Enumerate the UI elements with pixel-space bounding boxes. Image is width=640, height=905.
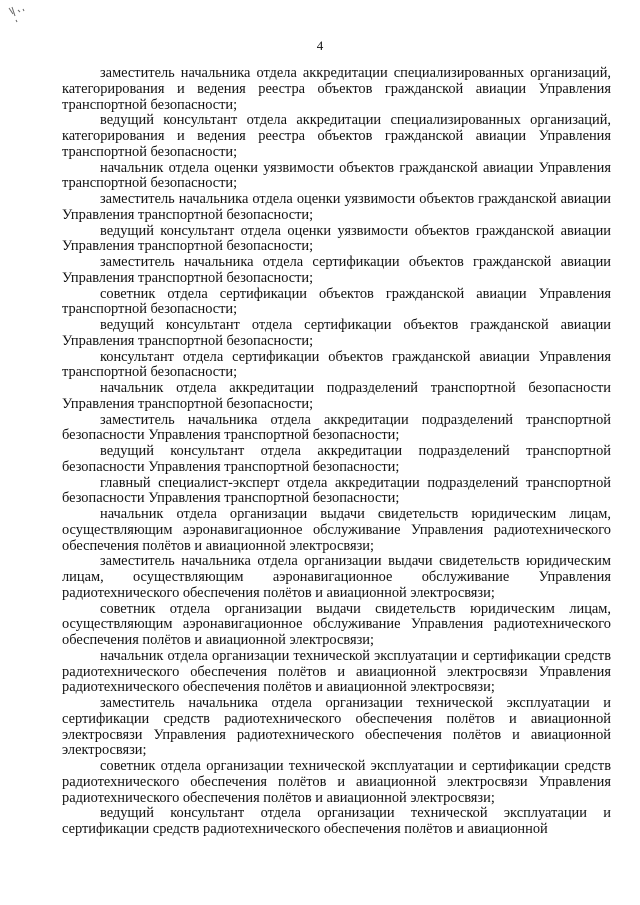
paragraph: ведущий консультант отдела оценки уязвимости объектов гражданской авиации Управления транспортной безопасности; <box>62 222 611 255</box>
scan-corner-mark <box>6 4 32 26</box>
paragraph: советник отдела организации выдачи свидетельств юридическим лицам, осуществляющим аэронавигационное обслуживание Управления радиотехнического обеспечения полётов и авиационной электросвязи; <box>62 600 611 648</box>
document-body <box>62 66 611 838</box>
paragraph: ведущий консультант отдела аккредитации специализированных организаций, категорирования и ведения реестра объектов гражданской авиации Управления транспортной безопасности; <box>62 112 611 160</box>
paragraph: советник отдела организации технической эксплуатации и сертификации средств радиотехнического обеспечения полётов и авиационной электросвязи Управления радиотехнического обеспечения полётов и авиационной электросвязи; <box>62 758 611 806</box>
paragraph: начальник отдела организации выдачи свидетельств юридическим лицам, осуществляющим аэронавигационное обслуживание Управления радиотехнического обеспечения полётов и авиационной электросвязи; <box>62 506 611 554</box>
paragraph: заместитель начальника отдела организации выдачи свидетельств юридическим лицам, осуществляющим аэронавигационное обслуживание Управления радиотехнического обеспечения полётов и авиационной электросвязи; <box>62 553 611 601</box>
paragraph: ведущий консультант отдела сертификации объектов гражданской авиации Управления транспортной безопасности; <box>62 317 611 349</box>
paragraph: заместитель начальника отдела аккредитации подразделений транспортной безопасности Управления транспортной безопасности; <box>62 411 611 444</box>
paragraph: заместитель начальника отдела аккредитации специализированных организаций, категорирования и ведения реестра объектов гражданской авиации Управления транспортной безопасности; <box>62 65 611 113</box>
paragraph: советник отдела сертификации объектов гражданской авиации Управления транспортной безопасности; <box>62 285 611 318</box>
paragraph: заместитель начальника отдела оценки уязвимости объектов гражданской авиации Управления транспортной безопасности; <box>62 191 611 223</box>
paragraph: заместитель начальника отдела организации технической эксплуатации и сертификации средств радиотехнического обеспечения полётов и авиационной электросвязи Управления радиотехнического обеспечения полётов и авиационной электросвязи; <box>62 695 611 759</box>
paragraph: главный специалист-эксперт отдела аккредитации подразделений транспортной безопасности Управления транспортной безопасности; <box>62 474 611 507</box>
paragraph: консультант отдела сертификации объектов гражданской авиации Управления транспортной безопасности; <box>62 348 611 381</box>
paragraph: начальник отдела оценки уязвимости объектов гражданской авиации Управления транспортной безопасности; <box>62 159 611 192</box>
paragraph: заместитель начальника отдела сертификации объектов гражданской авиации Управления транспортной безопасности; <box>62 254 611 286</box>
paragraph: начальник отдела организации технической эксплуатации и сертификации средств радиотехнического обеспечения полётов и авиационной электросвязи Управления радиотехнического обеспечения полётов и авиационной электросвязи; <box>62 647 611 696</box>
paragraph: ведущий консультант отдела аккредитации подразделений транспортной безопасности Управления транспортной безопасности; <box>62 443 611 475</box>
paragraph: начальник отдела аккредитации подразделений транспортной безопасности Управления транспортной безопасности; <box>62 380 611 412</box>
paragraph: ведущий консультант отдела организации технической эксплуатации и сертификации средств радиотехнического обеспечения полётов и авиационной <box>62 805 611 837</box>
page-number: 4 <box>316 38 324 53</box>
